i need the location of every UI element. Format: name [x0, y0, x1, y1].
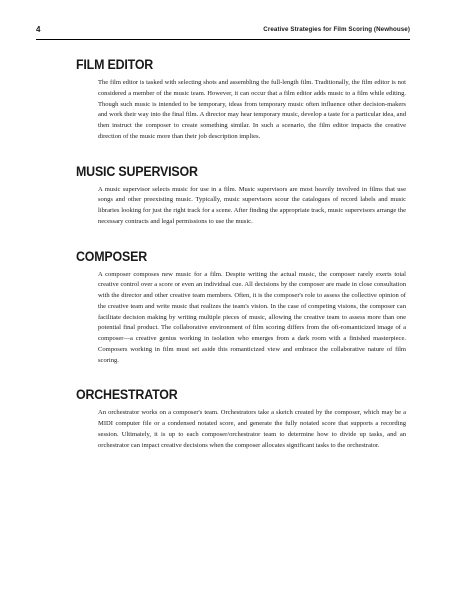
page-number: 4	[36, 25, 41, 34]
running-title: Creative Strategies for Film Scoring (Newhouse)	[263, 26, 410, 33]
running-header	[36, 25, 410, 40]
section-film-editor	[76, 57, 406, 143]
page-content	[76, 57, 406, 451]
section-paragraph: A composer composes new music for a film. Despite writing the actual music, the composer rarely exerts total creative control over a score or even an individual cue. All decisions by the composer are made in close consultation with the director and other creative team members. Often, it is the composer's role to assess the collective opinion of the creative team and write music that realizes the team's vision. In the case of competing visions, the composer can facilitate decision making by writing multiple pieces of music, allowing the creative team to assess more than one potential final product. The collaborative environment of film scoring differs from the oft-romanticized image of a composer—a creative genius working in isolation who emerges from a dark room with a finished masterpiece. Composers working in film must set aside this romanticized view and embrace the collaborative nature of film scoring.	[98, 270, 406, 364]
section-orchestrator	[76, 387, 406, 451]
section-heading: ORCHESTRATOR	[76, 387, 178, 403]
section-music-supervisor	[76, 164, 406, 228]
section-heading: COMPOSER	[76, 248, 147, 264]
section-paragraph: The film editor is tasked with selecting shots and assembling the full-length film. Traditionally, the film editor is not considered a member of the music team. However, it can occur that a film editor adds music to a film while editing. Though such music is intended to be temporary, ideas from temporary music often influence other decision-makers and work their way into the final film. A director may hear temporary music, develop a taste for a particular idea, and then instruct the composer to create something similar. In such a scenario, the film editor impacts the creative direction of the music more than their job description implies.	[98, 79, 406, 140]
section-composer	[76, 249, 406, 367]
section-paragraph: A music supervisor selects music for use in a film. Music supervisors are most heavily involved in films that use songs and other preexisting music. Typically, music supervisors scour the catalogues of record labels and music libraries looking for just the right track for a scene. After finding the appropriate track, music supervisors arrange the necessary contracts and legal permissions to use the music.	[98, 185, 406, 225]
section-heading: FILM EDITOR	[76, 57, 154, 72]
section-heading: MUSIC SUPERVISOR	[76, 163, 198, 179]
section-paragraph: An orchestrator works on a composer's team. Orchestrators take a sketch created by the composer, which may be a MIDI computer file or a condensed notated score, and generate the fully notated score that supports a recording session. Ultimately, it is up to each composer/orchestrator team to determine how to divide up tasks, and an orchestrator can impact creative decisions when the composer allocates significant tasks to the orchestrator.	[98, 409, 406, 449]
